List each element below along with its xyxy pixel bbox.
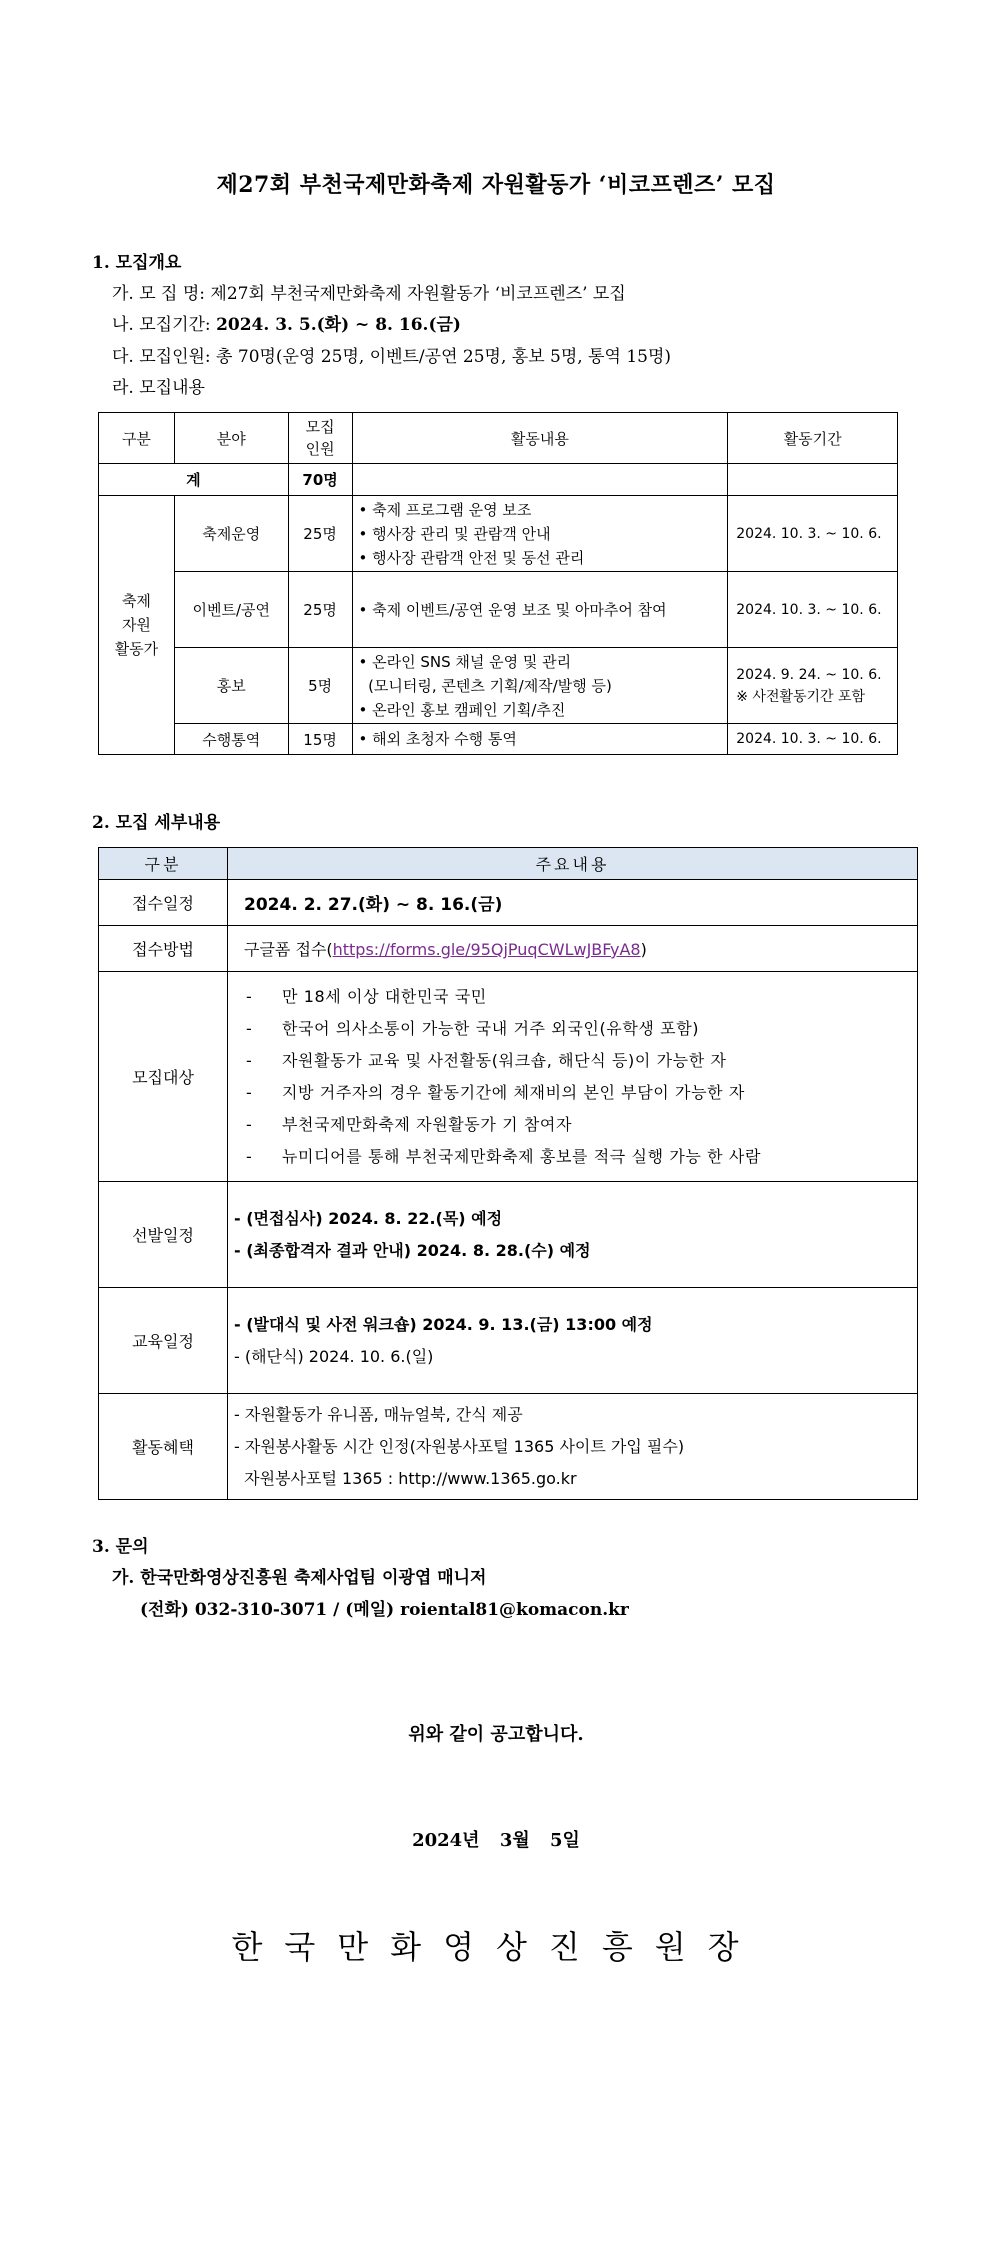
closing-statement: 위와 같이 공고합니다. bbox=[408, 1724, 584, 1745]
table-row bbox=[99, 572, 898, 648]
benefits-list bbox=[228, 1394, 918, 1500]
details-table bbox=[98, 847, 918, 1500]
activity-item: • 온라인 홍보 캠페인 기획/추진 bbox=[358, 700, 566, 719]
recruit-period-line bbox=[112, 310, 461, 335]
row-label: 모집대상 bbox=[99, 972, 228, 1182]
table-row bbox=[99, 648, 898, 724]
activity-item: • 온라인 SNS 채널 운영 및 관리 bbox=[358, 652, 572, 671]
row-label: 선발일정 bbox=[99, 1182, 228, 1288]
list-item-text: 자원활동가 교육 및 사전활동(워크숍, 해단식 등)이 가능한 자 bbox=[282, 1050, 727, 1070]
reception-date-value: 2024. 2. 27.(화) ~ 8. 16.(금) bbox=[228, 880, 918, 926]
google-form-link[interactable]: https://forms.gle/95QjPuqCWLwJBFyA8 bbox=[332, 940, 641, 959]
table-row bbox=[99, 1182, 918, 1288]
recruit-period-value: 2024. 3. 5.(화) ~ 8. 16.(금) bbox=[216, 315, 461, 335]
education-schedule bbox=[228, 1288, 918, 1394]
list-item: - (최종합격자 결과 안내) 2024. 8. 28.(수) 예정 bbox=[234, 1240, 591, 1260]
method-suffix: ) bbox=[640, 940, 647, 959]
recruit-count-line: 다. 모집인원: 총 70명(운영 25명, 이벤트/공연 25명, 홍보 5명, 통역 15명) bbox=[112, 347, 671, 367]
table-row bbox=[99, 1288, 918, 1394]
dash-marker: - bbox=[246, 1018, 253, 1038]
list-item bbox=[246, 1077, 917, 1109]
method-prefix: 구글폼 접수( bbox=[244, 940, 333, 959]
dash-marker: - bbox=[246, 1082, 253, 1102]
activity-item: (모니터링, 콘텐츠 기획/제작/발행 등) bbox=[358, 676, 612, 695]
total-label: 계 bbox=[99, 464, 289, 496]
table-row bbox=[99, 496, 898, 572]
field-cell: 홍보 bbox=[174, 648, 288, 724]
table-row bbox=[99, 926, 918, 972]
header-category: 구분 bbox=[99, 848, 228, 880]
total-row bbox=[99, 464, 898, 496]
period-cell: 2024. 10. 3. ~ 10. 6. bbox=[728, 496, 898, 572]
section1-heading: 1. 모집개요 bbox=[92, 253, 182, 273]
row-label: 활동혜택 bbox=[99, 1394, 228, 1500]
total-value: 70명 bbox=[288, 464, 352, 496]
activity-item: • 축제 프로그램 운영 보조 bbox=[358, 500, 532, 519]
reception-method bbox=[228, 926, 918, 972]
recruit-name-line: 가. 모 집 명: 제27회 부천국제만화축제 자원활동가 ‘비코프렌즈’ 모집 bbox=[112, 284, 626, 304]
header-activity: 활동내용 bbox=[352, 413, 728, 464]
period-cell bbox=[728, 648, 898, 724]
row-label: 접수방법 bbox=[99, 926, 228, 972]
table-row bbox=[99, 880, 918, 926]
list-item: - (발대식 및 사전 워크숍) 2024. 9. 13.(금) 13:00 예정 bbox=[234, 1314, 653, 1334]
count-cell: 5명 bbox=[288, 648, 352, 724]
details-table-header bbox=[99, 848, 918, 880]
list-item bbox=[246, 1141, 917, 1173]
issue-date: 2024년 3월 5일 bbox=[412, 1830, 580, 1851]
period-note: ※ 사전활동기간 포함 bbox=[736, 688, 866, 705]
list-item: - (해단식) 2024. 10. 6.(일) bbox=[234, 1346, 434, 1366]
row-label: 교육일정 bbox=[99, 1288, 228, 1394]
table-row bbox=[99, 1394, 918, 1500]
list-item bbox=[246, 981, 917, 1013]
dash-marker: - bbox=[246, 1114, 253, 1134]
header-main: 주요내용 bbox=[228, 848, 918, 880]
selection-schedule bbox=[228, 1182, 918, 1288]
dash-marker: - bbox=[246, 1146, 253, 1166]
activity-item: • 축제 이벤트/공연 운영 보조 및 아마추어 참여 bbox=[358, 600, 667, 619]
activity-item: • 행사장 관람객 안전 및 동선 관리 bbox=[358, 548, 585, 567]
recruit-content-line: 라. 모집내용 bbox=[112, 378, 205, 398]
list-item: 자원봉사포털 1365 : http://www.1365.go.kr bbox=[234, 1468, 577, 1488]
contact-detail: (전화) 032-310-3071 / (메일) roiental81@komacon.kr bbox=[140, 1600, 629, 1620]
section3-heading: 3. 문의 bbox=[92, 1537, 149, 1557]
period-cell: 2024. 10. 3. ~ 10. 6. bbox=[728, 724, 898, 755]
recruit-period-label: 나. 모집기간: bbox=[112, 315, 217, 335]
header-count: 모집 인원 bbox=[288, 413, 352, 464]
list-item bbox=[246, 1013, 917, 1045]
field-cell: 축제운영 bbox=[174, 496, 288, 572]
field-cell: 수행통역 bbox=[174, 724, 288, 755]
list-item-text: 지방 거주자의 경우 활동기간에 체재비의 본인 부담이 가능한 자 bbox=[282, 1082, 745, 1102]
dash-marker: - bbox=[246, 986, 253, 1006]
list-item: - 자원봉사활동 시간 인정(자원봉사포털 1365 사이트 가입 필수) bbox=[234, 1436, 685, 1456]
count-cell: 15명 bbox=[288, 724, 352, 755]
count-cell: 25명 bbox=[288, 496, 352, 572]
list-item bbox=[246, 1109, 917, 1141]
header-field: 분야 bbox=[174, 413, 288, 464]
document-title: 제27회 부천국제만화축제 자원활동가 ‘비코프렌즈’ 모집 bbox=[216, 172, 776, 198]
count-cell: 25명 bbox=[288, 572, 352, 648]
recruit-table bbox=[98, 412, 898, 755]
table-row bbox=[99, 724, 898, 755]
dash-marker: - bbox=[246, 1050, 253, 1070]
list-item: - 자원활동가 유니폼, 매뉴얼북, 간식 제공 bbox=[234, 1404, 523, 1424]
activity-item: • 행사장 관리 및 관람객 안내 bbox=[358, 524, 551, 543]
period-cell: 2024. 10. 3. ~ 10. 6. bbox=[728, 572, 898, 648]
field-cell: 이벤트/공연 bbox=[174, 572, 288, 648]
recruit-table-header bbox=[99, 413, 898, 464]
header-category: 구분 bbox=[99, 413, 175, 464]
group-label: 축제 자원 활동가 bbox=[99, 496, 175, 755]
activity-cell: • 해외 초청자 수행 통역 bbox=[352, 724, 728, 755]
list-item-text: 부천국제만화축제 자원활동가 기 참여자 bbox=[282, 1114, 573, 1134]
list-item-text: 뉴미디어를 통해 부천국제만화축제 홍보를 적극 실행 가능 한 사람 bbox=[282, 1146, 761, 1166]
section2-heading: 2. 모집 세부내용 bbox=[92, 813, 221, 833]
target-list bbox=[228, 972, 918, 1182]
activity-cell bbox=[352, 648, 728, 724]
table-row bbox=[99, 972, 918, 1182]
contact-line: 가. 한국만화영상진흥원 축제사업팀 이광엽 매니저 bbox=[112, 1568, 487, 1588]
header-period: 활동기간 bbox=[728, 413, 898, 464]
list-item: - (면접심사) 2024. 8. 22.(목) 예정 bbox=[234, 1208, 503, 1228]
list-item-text: 한국어 의사소통이 가능한 국내 거주 외국인(유학생 포함) bbox=[282, 1018, 700, 1038]
list-item-text: 만 18세 이상 대한민국 국민 bbox=[282, 986, 487, 1006]
activity-cell bbox=[352, 572, 728, 648]
period-text: 2024. 9. 24. ~ 10. 6. bbox=[736, 666, 882, 683]
issuer-name: 한국만화영상진흥원장 bbox=[231, 1928, 761, 1966]
activity-cell bbox=[352, 496, 728, 572]
row-label: 접수일정 bbox=[99, 880, 228, 926]
list-item bbox=[246, 1045, 917, 1077]
